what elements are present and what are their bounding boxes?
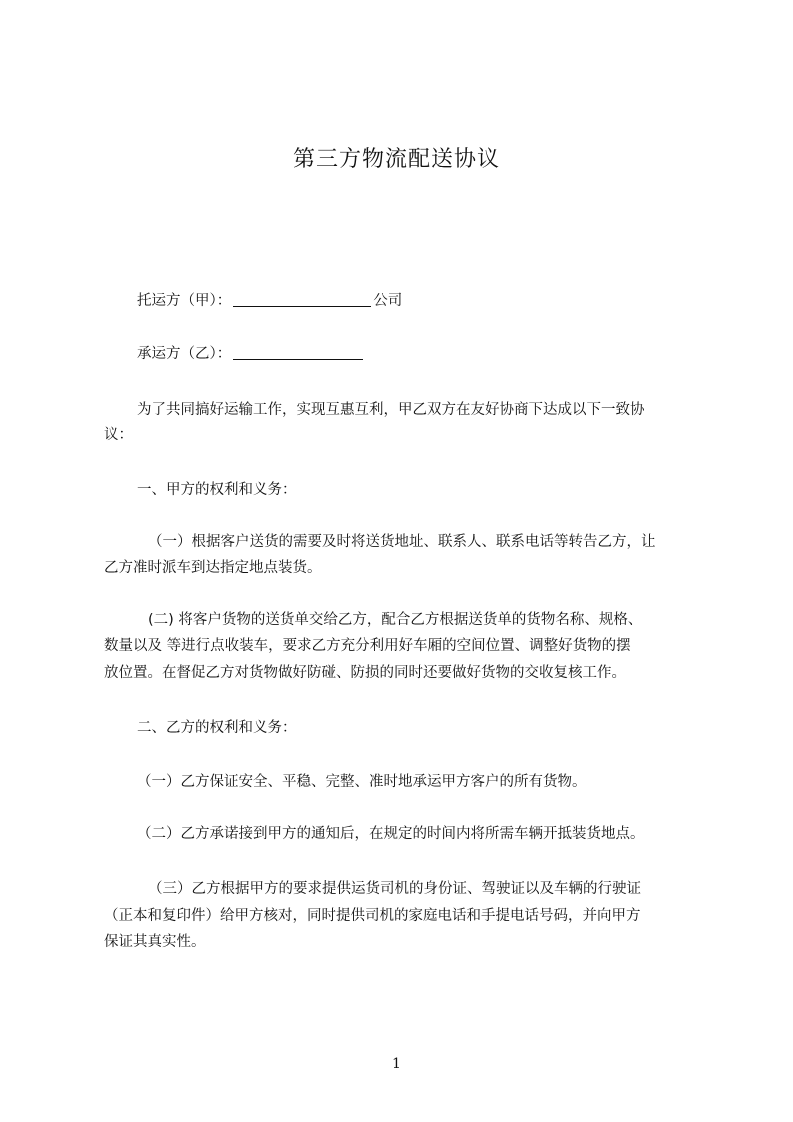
party-a-line [137, 289, 737, 314]
section-b-item3-line-3: 保证其真实性。 [104, 934, 206, 950]
section-b-item2: （二）乙方承诺接到甲方的通知后，在规定的时间内将所需车辆开抵装货地点。 [137, 826, 645, 842]
section-a-item2-line-3: 放位置。在督促乙方对货物做好防碰、防损的同时还要做好货物的交收复核工作。 [104, 665, 626, 681]
party-b-line [137, 342, 737, 367]
section-a-item1-line-2: 乙方准时派车到达指定地点装货。 [104, 560, 322, 576]
section-b-item1: （一）乙方保证安全、平稳、完整、准时地承运甲方客户的所有货物。 [137, 774, 587, 790]
section-b-heading: 二、乙方的权利和义务： [137, 720, 297, 736]
section-b-item3-line-2: （正本和复印件）给甲方核对，同时提供司机的家庭电话和手提电话号码，并向甲方 [104, 908, 641, 924]
intro-line-1: 为了共同搞好运输工作，实现互惠互利，甲乙双方在友好协商下达成以下一致协 [137, 402, 645, 418]
party-a-label: 托运方（甲）： [137, 293, 232, 309]
document-title: 第三方物流配送协议 [292, 147, 500, 172]
section-a-item1-line-1: （一）根据客户送货的需要及时将送货地址、联系人、联系电话等转告乙方，让 [148, 534, 656, 550]
party-b-label: 承运方（乙）： [137, 346, 232, 362]
party-a-suffix: 公司 [373, 293, 403, 309]
section-b-item3-line-1: （三）乙方根据甲方的要求提供运货司机的身份证、驾驶证以及车辆的行驶证 [148, 881, 641, 897]
party-a-blank [233, 292, 371, 307]
party-b-blank [233, 345, 363, 360]
section-a-item2-line-2: 数量以及 等进行点收装车，要求乙方充分利用好车厢的空间位置、调整好货物的摆 [104, 638, 631, 654]
section-a-item2-line-1: (二) 将客户货物的送货单交给乙方，配合乙方根据送货单的货物名称、规格、 [148, 612, 643, 628]
page-number: 1 [392, 1056, 401, 1072]
intro-line-2: 议： [104, 427, 133, 443]
section-a-heading: 一、甲方的权利和义务： [137, 482, 297, 498]
